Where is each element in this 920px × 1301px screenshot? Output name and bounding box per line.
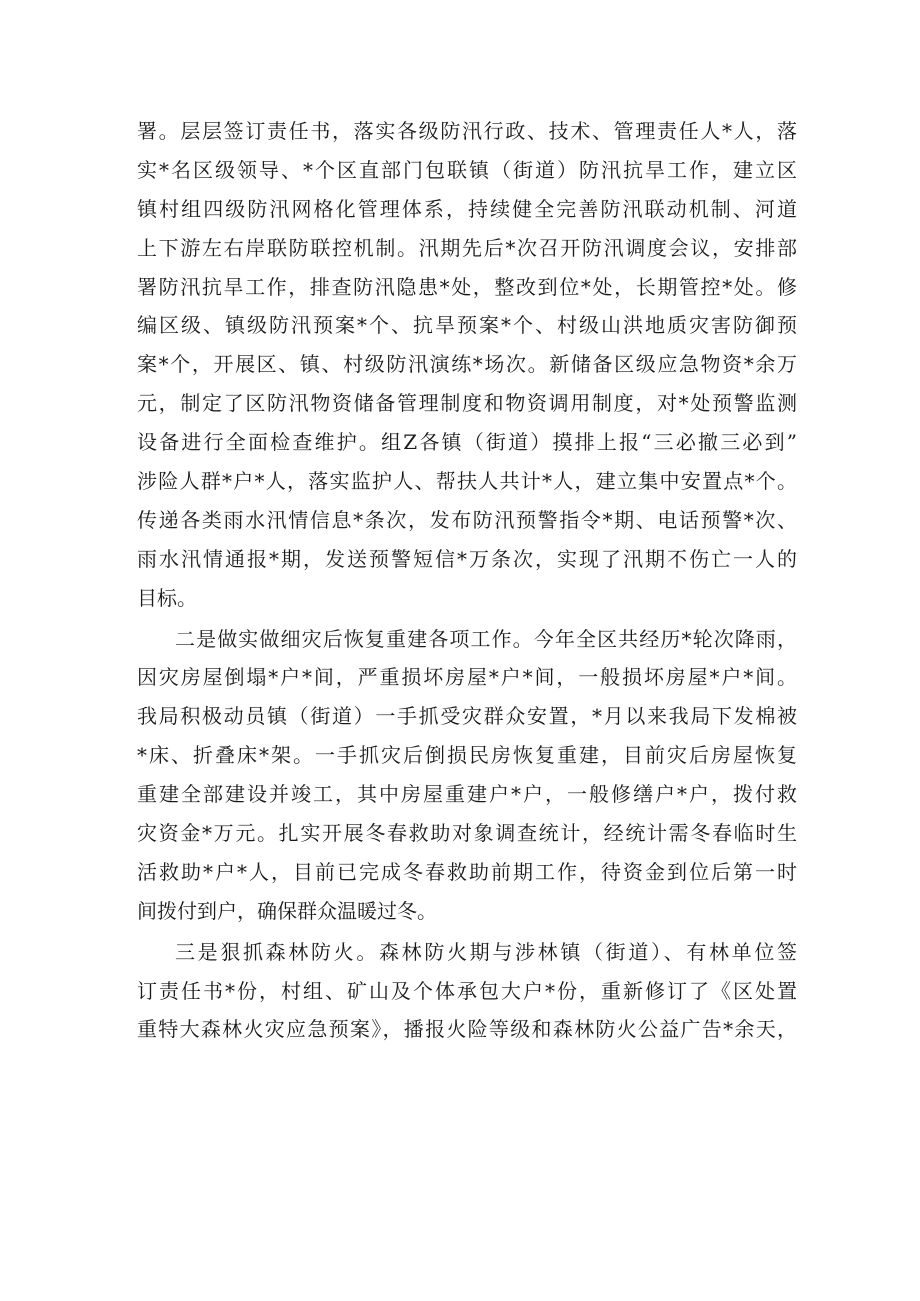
text-line: 镇村组四级防汛网格化管理体系，持续健全完善防汛联动机制、河道 bbox=[137, 196, 797, 221]
text-line: 目标。 bbox=[137, 585, 197, 610]
text-line: 署防汛抗旱工作，排查防汛隐患*处，整改到位*处，长期管控*处。修 bbox=[137, 274, 797, 299]
text-line: 二是做实做细灾后恢复重建各项工作。今年全区共经历*轮次降雨， bbox=[175, 626, 797, 651]
text-line: 灾资金*万元。扎实开展冬春救助对象调查统计，经统计需冬春临时生 bbox=[137, 821, 797, 846]
text-line: 实*名区级领导、*个区直部门包联镇（街道）防汛抗旱工作，建立区 bbox=[137, 157, 797, 182]
text-line: 订责任书*份，村组、矿山及个体承包大户*份，重新修订了《区处置 bbox=[137, 978, 797, 1003]
text-line: 上下游左右岸联防联控机制。汛期先后*次召开防汛调度会议，安排部 bbox=[137, 235, 797, 260]
body-text bbox=[137, 112, 797, 1049]
text-line: 雨水汛情通报*期，发送预警短信*万条次，实现了汛期不伤亡一人的 bbox=[137, 546, 797, 571]
text-line: 重建全部建设并竣工，其中房屋重建户*户，一般修缮户*户，拨付救 bbox=[137, 782, 797, 807]
text-line: 涉险人群*户*人，落实监护人、帮扶人共计*人，建立集中安置点*个。 bbox=[137, 469, 797, 494]
text-line: 三是狠抓森林防火。森林防火期与涉林镇（街道）、有林单位签 bbox=[175, 939, 797, 964]
text-line: 案*个，开展区、镇、村级防汛演练*场次。新储备区级应急物资*余万 bbox=[137, 352, 797, 377]
text-line: 间拨付到户，确保群众温暖过冬。 bbox=[137, 898, 437, 923]
text-line: 因灾房屋倒塌*户*间，严重损坏房屋*户*间，一般损坏房屋*户*间。 bbox=[137, 665, 797, 690]
text-line: 元，制定了区防汛物资储备管理制度和物资调用制度，对*处预警监测 bbox=[137, 391, 797, 416]
paragraph-post-disaster-reconstruction bbox=[137, 620, 797, 931]
text-line: 活救助*户*人，目前已完成冬春救助前期工作，待资金到位后第一时 bbox=[137, 859, 797, 884]
paragraph-forest-fire-prevention bbox=[137, 933, 797, 1050]
text-line: *床、折叠床*架。一手抓灾后倒损民房恢复重建，目前灾后房屋恢复 bbox=[137, 743, 797, 768]
text-line: 设备进行全面检查维护。组Z各镇（街道）摸排上报“三必撤三必到” bbox=[137, 430, 797, 455]
text-line: 编区级、镇级防汛预案*个、抗旱预案*个、村级山洪地质灾害防御预 bbox=[137, 313, 797, 338]
paragraph-flood-prevention bbox=[137, 112, 797, 618]
text-line: 传递各类雨水汛情信息*条次，发布防汛预警指令*期、电话预警*次、 bbox=[137, 507, 797, 532]
text-line: 我局积极动员镇（街道）一手抓受灾群众安置，*月以来我局下发棉被 bbox=[137, 704, 797, 729]
text-line: 署。层层签订责任书，落实各级防汛行政、技术、管理责任人*人，落 bbox=[137, 119, 797, 143]
text-line: 重特大森林火灾应急预案》，播报火险等级和森林防火公益广告*余天， bbox=[137, 1017, 797, 1042]
